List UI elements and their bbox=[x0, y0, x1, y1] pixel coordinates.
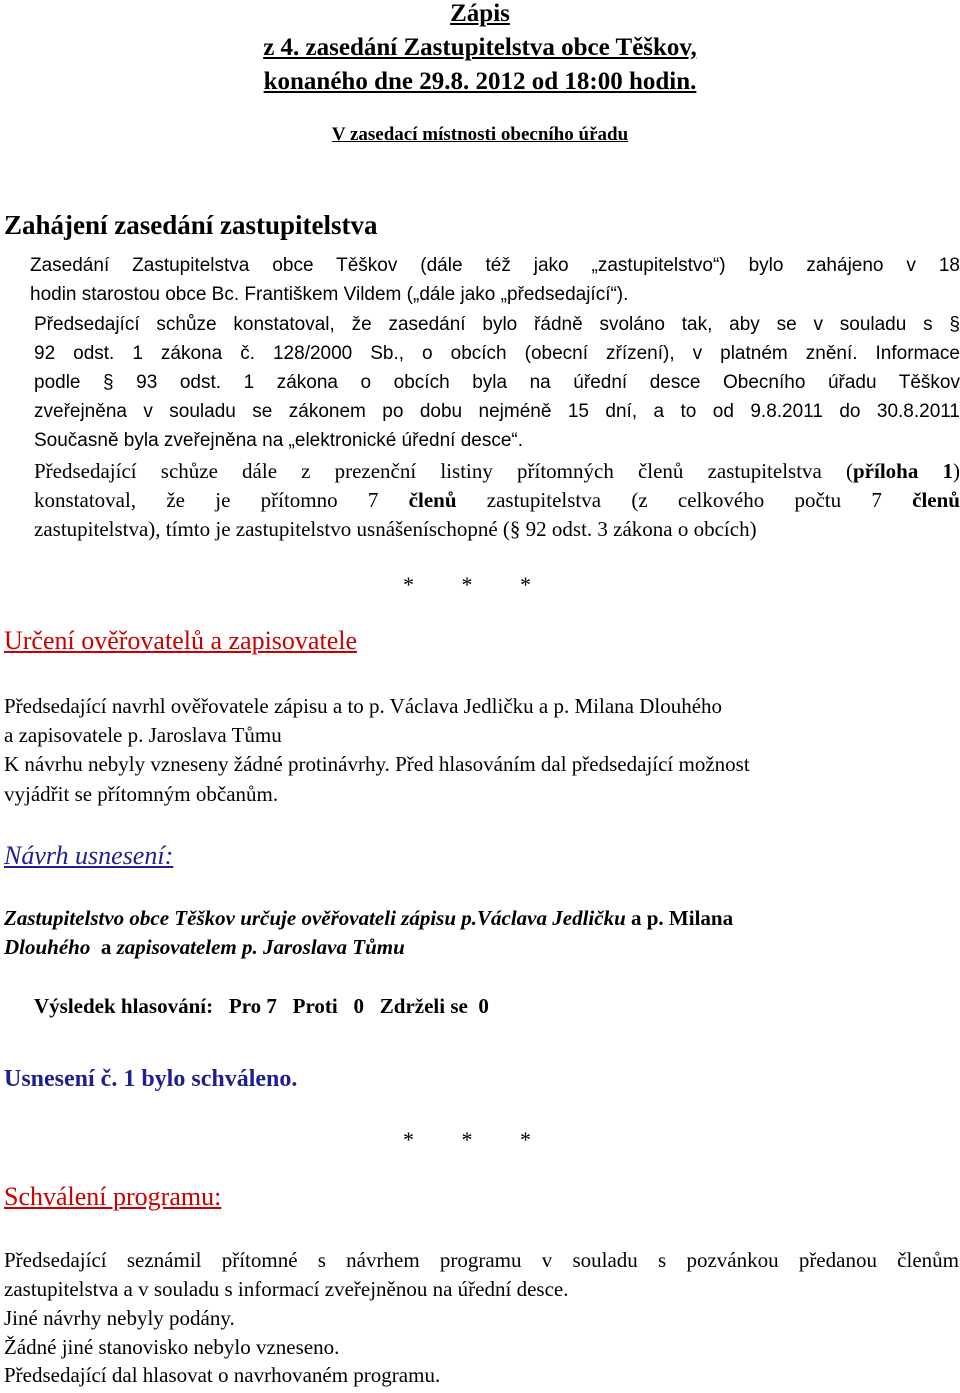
program-line-1: Předsedající seznámil přítomné s návrhem programu v souladu s pozvánkou předanou členům bbox=[4, 1248, 959, 1272]
opening-line-1: Zasedání Zastupitelstva obce Těškov (dále též jako „zastupitelstvo“) bylo zahájeno v 18 bbox=[30, 255, 960, 276]
attendance-line-1: Předsedající schůze dále z prezenční listiny přítomných členů zastupitelstva (příloha 1) bbox=[34, 459, 960, 483]
proposal-line-2: Dlouhého a zapisovatelem p. Jaroslava Tůmu bbox=[4, 935, 405, 959]
verifiers-line-4: vyjádřit se přítomným občanům. bbox=[4, 782, 279, 806]
opening-line-6: zveřejněna v souladu se zákonem po dobu nejméně 15 dní, a to od 9.8.2011 do 30.8.2011 bbox=[34, 401, 960, 422]
program-line-3: Jiné návrhy nebyly podány. bbox=[4, 1306, 235, 1330]
section-heading-verifiers: Určení ověřovatelů a zapisovatele bbox=[4, 626, 357, 655]
verifiers-line-3: K návrhu nebyly vzneseny žádné protinávrhy. Před hlasováním dal předsedající možnost bbox=[4, 752, 750, 776]
verifiers-line-2: a zapisovatele p. Jaroslava Tůmu bbox=[4, 723, 282, 747]
proposal-line-1: Zastupitelstvo obce Těškov určuje ověřovateli zápisu p.Václava Jedličku a p. Milana bbox=[4, 906, 734, 930]
opening-line-5: podle § 93 odst. 1 zákona o obcích byla na úřední desce Obecního úřadu Těškov bbox=[34, 372, 960, 393]
document-title: Zápis bbox=[450, 0, 510, 27]
meeting-subtitle: z 4. zasedání Zastupitelstva obce Těškov, bbox=[263, 34, 697, 61]
meeting-location: V zasedací místnosti obecního úřadu bbox=[331, 124, 629, 145]
program-line-5: Předsedající dal hlasovat o navrhovaném programu. bbox=[4, 1363, 441, 1387]
program-line-2: zastupitelstva a v souladu s informací zveřejněnou na úřední desce. bbox=[4, 1277, 569, 1301]
attendance-line-2: konstatoval, že je přítomno 7 členů zastupitelstva (z celkového počtu 7 členů bbox=[34, 488, 960, 512]
separator-1: * * * bbox=[403, 572, 531, 597]
separator-2: * * * bbox=[403, 1127, 531, 1152]
opening-line-3: Předsedající schůze konstatoval, že zasedání bylo řádně svoláno tak, aby se v souladu s § bbox=[34, 314, 960, 335]
vote-label: Výsledek hlasování: bbox=[34, 994, 214, 1018]
opening-line-2: hodin starostou obce Bc. Františkem Vildem („dále jako „předsedající“). bbox=[30, 284, 629, 305]
vote-abstained: Zdrželi se 0 bbox=[379, 994, 489, 1018]
attendance-line-3: zastupitelstva), tímto je zastupitelstvo usnášeníschopné (§ 92 odst. 3 zákona o obcích) bbox=[34, 517, 757, 541]
section-heading-opening: Zahájení zasedání zastupitelstva bbox=[4, 210, 378, 240]
resolution-1: Usnesení č. 1 bylo schváleno. bbox=[4, 1066, 298, 1092]
attachment-ref: příloha 1 bbox=[853, 459, 953, 483]
section-heading-program: Schválení programu: bbox=[4, 1182, 222, 1211]
proposal-heading: Návrh usnesení: bbox=[4, 841, 174, 870]
vote-pro: Pro 7 bbox=[228, 994, 277, 1018]
vote-result bbox=[34, 994, 489, 1019]
program-line-4: Žádné jiné stanovisko nebylo vzneseno. bbox=[4, 1335, 340, 1359]
opening-line-7: Současně byla zveřejněna na „elektronické úřední desce“. bbox=[34, 430, 524, 451]
verifiers-line-1: Předsedající navrhl ověřovatele zápisu a to p. Václava Jedličku a p. Milana Dlouhého bbox=[4, 694, 723, 718]
opening-line-4: 92 odst. 1 zákona č. 128/2000 Sb., o obcích (obecní zřízení), v platném znění. Informace bbox=[34, 343, 960, 364]
vote-proti: Proti 0 bbox=[292, 994, 365, 1018]
meeting-date: konaného dne 29.8. 2012 od 18:00 hodin. bbox=[263, 68, 697, 95]
